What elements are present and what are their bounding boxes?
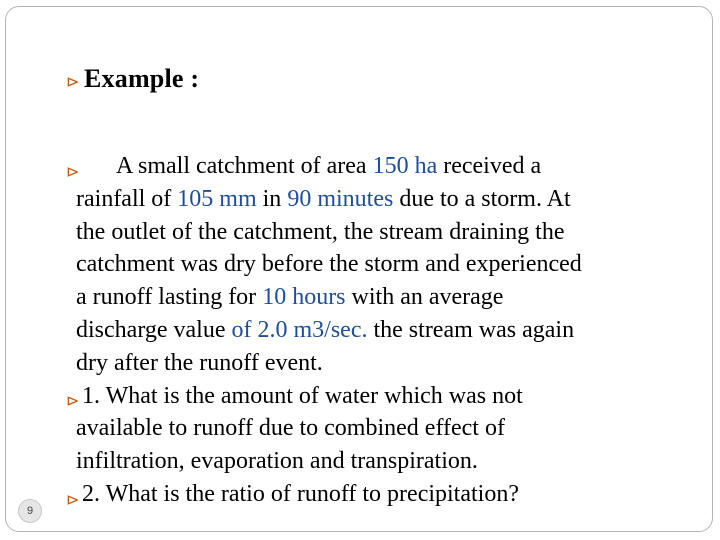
problem-line-1: A small catchment of area 150 ha received a	[116, 153, 542, 179]
bullet-icon: ⊳	[66, 492, 80, 509]
problem-line-4: catchment was dry before the storm and experienced	[76, 251, 582, 278]
discharge-value: of 2.0 m3/sec.	[231, 316, 368, 343]
question-2-line-1: 2. What is the ratio of runoff to precipitation?	[82, 480, 519, 507]
area-value: 150 ha	[372, 153, 438, 179]
problem-line-3: the outlet of the catchment, the stream draining the	[76, 218, 565, 245]
duration-value: 90 minutes	[287, 185, 394, 212]
problem-line-2: rainfall of 105 mm in 90 minutes due to a storm. At	[76, 185, 571, 212]
rainfall-value: 105 mm	[177, 185, 257, 212]
problem-line-5: a runoff lasting for 10 hours with an average	[76, 284, 504, 311]
bullet-icon: ⊳	[66, 74, 80, 91]
bullet-icon: ⊳	[66, 393, 80, 410]
problem-line-6: discharge value of 2.0 m3/sec. the stream was again	[76, 316, 575, 343]
bullet-icon: ⊳	[66, 164, 80, 181]
question-1-line-1: 1. What is the amount of water which was not	[82, 382, 523, 409]
runoff-duration-value: 10 hours	[262, 284, 346, 311]
question-1-line-3: infiltration, evaporation and transpiration.	[76, 448, 478, 475]
slide-title: Example :	[84, 64, 200, 93]
slide-body	[66, 150, 706, 511]
problem-line-7: dry after the runoff event.	[76, 349, 323, 376]
question-1-line-2: available to runoff due to combined effect of	[76, 415, 505, 442]
slide-number-badge: 9	[18, 499, 42, 523]
